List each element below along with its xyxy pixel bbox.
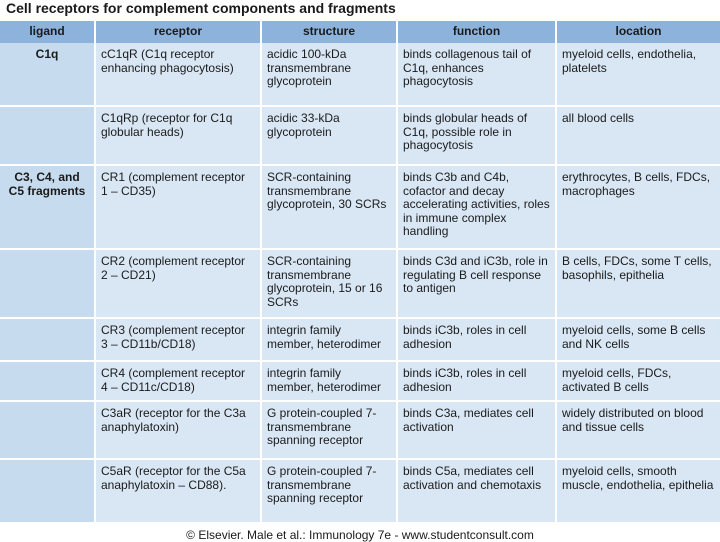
table-row (0, 401, 720, 459)
structure-cell: integrin family member, heterodimer (261, 361, 397, 401)
structure-cell: G protein-coupled 7-transmembrane spanning receptor (261, 401, 397, 459)
ligand-cell (0, 361, 95, 401)
header-row (0, 21, 720, 43)
header-ligand: ligand (0, 21, 95, 43)
table-row (0, 43, 720, 106)
location-cell: myeloid cells, smooth muscle, endothelia, epithelia (556, 459, 720, 523)
structure-cell: SCR-containing transmembrane glycoprotein, 30 SCRs (261, 165, 397, 249)
function-cell: binds C3b and C4b, cofactor and decay accelerating activities, roles in immune complex handling (397, 165, 556, 249)
header-receptor: receptor (95, 21, 261, 43)
function-cell: binds iC3b, roles in cell adhesion (397, 361, 556, 401)
receptor-cell: C3aR (receptor for the C3a anaphylatoxin) (95, 401, 261, 459)
header-structure: structure (261, 21, 397, 43)
location-cell: myeloid cells, endothelia, platelets (556, 43, 720, 106)
receptor-cell: CR1 (complement receptor 1 – CD35) (95, 165, 261, 249)
ligand-cell: C1q (0, 43, 95, 106)
location-cell: erythrocytes, B cells, FDCs, macrophages (556, 165, 720, 249)
ligand-cell (0, 249, 95, 318)
ligand-cell (0, 106, 95, 165)
structure-cell: acidic 33-kDa glycoprotein (261, 106, 397, 165)
receptor-cell: cC1qR (C1q receptor enhancing phagocytosis) (95, 43, 261, 106)
function-cell: binds globular heads of C1q, possible role in phagocytosis (397, 106, 556, 165)
function-cell: binds C3a, mediates cell activation (397, 401, 556, 459)
structure-cell: SCR-containing transmembrane glycoprotein, 15 or 16 SCRs (261, 249, 397, 318)
ligand-cell (0, 401, 95, 459)
receptor-cell: CR3 (complement receptor 3 – CD11b/CD18) (95, 318, 261, 361)
table-row (0, 249, 720, 318)
receptor-table (0, 21, 720, 524)
structure-cell: G protein-coupled 7-transmembrane spanning receptor (261, 459, 397, 523)
table-row (0, 106, 720, 165)
ligand-cell (0, 318, 95, 361)
receptor-cell: CR2 (complement receptor 2 – CD21) (95, 249, 261, 318)
header-location: location (556, 21, 720, 43)
function-cell: binds C3d and iC3b, role in regulating B cell response to antigen (397, 249, 556, 318)
location-cell: myeloid cells, FDCs, activated B cells (556, 361, 720, 401)
structure-cell: acidic 100-kDa transmembrane glycoprotein (261, 43, 397, 106)
receptor-cell: C5aR (receptor for the C5a anaphylatoxin – CD88). (95, 459, 261, 523)
ligand-cell: C3, C4, and C5 fragments (0, 165, 95, 249)
function-cell: binds C5a, mediates cell activation and chemotaxis (397, 459, 556, 523)
function-cell: binds collagenous tail of C1q, enhances phagocytosis (397, 43, 556, 106)
table-row (0, 165, 720, 249)
copyright-footer: © Elsevier. Male et al.: Immunology 7e - www.studentconsult.com (186, 528, 534, 542)
location-cell: B cells, FDCs, some T cells, basophils, epithelia (556, 249, 720, 318)
table-row (0, 318, 720, 361)
function-cell: binds iC3b, roles in cell adhesion (397, 318, 556, 361)
receptor-cell: CR4 (complement receptor 4 – CD11c/CD18) (95, 361, 261, 401)
receptor-cell: C1qRp (receptor for C1q globular heads) (95, 106, 261, 165)
structure-cell: integrin family member, heterodimer (261, 318, 397, 361)
table-row (0, 361, 720, 401)
ligand-cell (0, 459, 95, 523)
location-cell: widely distributed on blood and tissue cells (556, 401, 720, 459)
table-row (0, 459, 720, 523)
table-title: Cell receptors for complement components and fragments (6, 0, 396, 16)
header-function: function (397, 21, 556, 43)
location-cell: myeloid cells, some B cells and NK cells (556, 318, 720, 361)
location-cell: all blood cells (556, 106, 720, 165)
